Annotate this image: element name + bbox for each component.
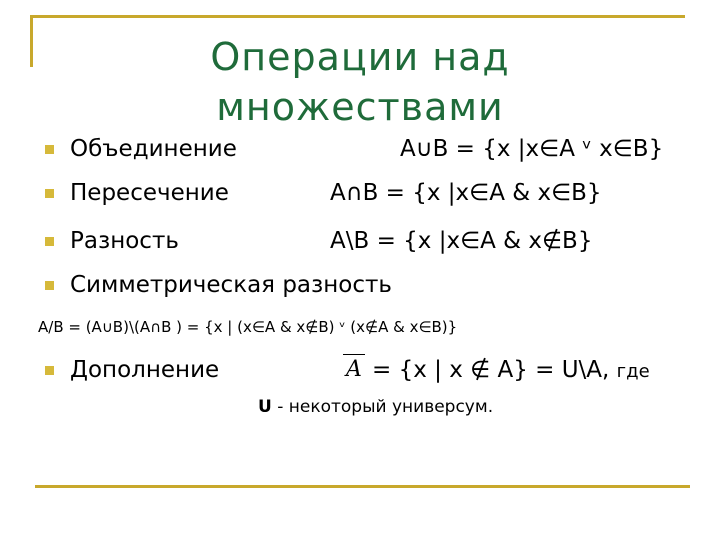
slide-title: Операции над множествами (210, 35, 510, 129)
where-word: где (616, 361, 650, 382)
item-label: Симметрическая разность (70, 272, 392, 298)
set-letter: A (346, 357, 362, 382)
bullet-icon (45, 189, 54, 198)
complement-set-symbol (341, 352, 367, 384)
item-label: Пересечение (70, 180, 229, 206)
bottom-border-line (35, 485, 690, 488)
universe-symbol: U (258, 397, 272, 417)
item-label: Объединение (70, 136, 237, 162)
bullet-icon (45, 366, 54, 375)
left-border-line (30, 15, 33, 67)
item-formula: A∩B = {x |x∈A & x∈B} (330, 180, 602, 206)
item-label: Разность (70, 228, 179, 254)
bullet-icon (45, 281, 54, 290)
complement-formula-text: = {x | x ∉ A} = U\A, (372, 357, 610, 383)
overline (343, 354, 365, 355)
item-formula: A∪B = {x |x∈A ᵛ x∈B} (400, 136, 664, 162)
item-label: Дополнение (70, 357, 220, 383)
bullet-icon (45, 145, 54, 154)
bullet-icon (45, 237, 54, 246)
universe-note-text: - некоторый универсум. (271, 397, 494, 417)
top-border-line (30, 15, 685, 18)
symmetric-difference-formula: A/B = (A∪B)\(A∩B ) = {x | (x∈A & x∉B) ᵛ (x∉A & x∈B)} (38, 318, 458, 336)
complement-formula (372, 357, 650, 383)
universe-note (258, 397, 493, 417)
item-formula: A\B = {x |x∈A & x∉B} (330, 228, 593, 254)
